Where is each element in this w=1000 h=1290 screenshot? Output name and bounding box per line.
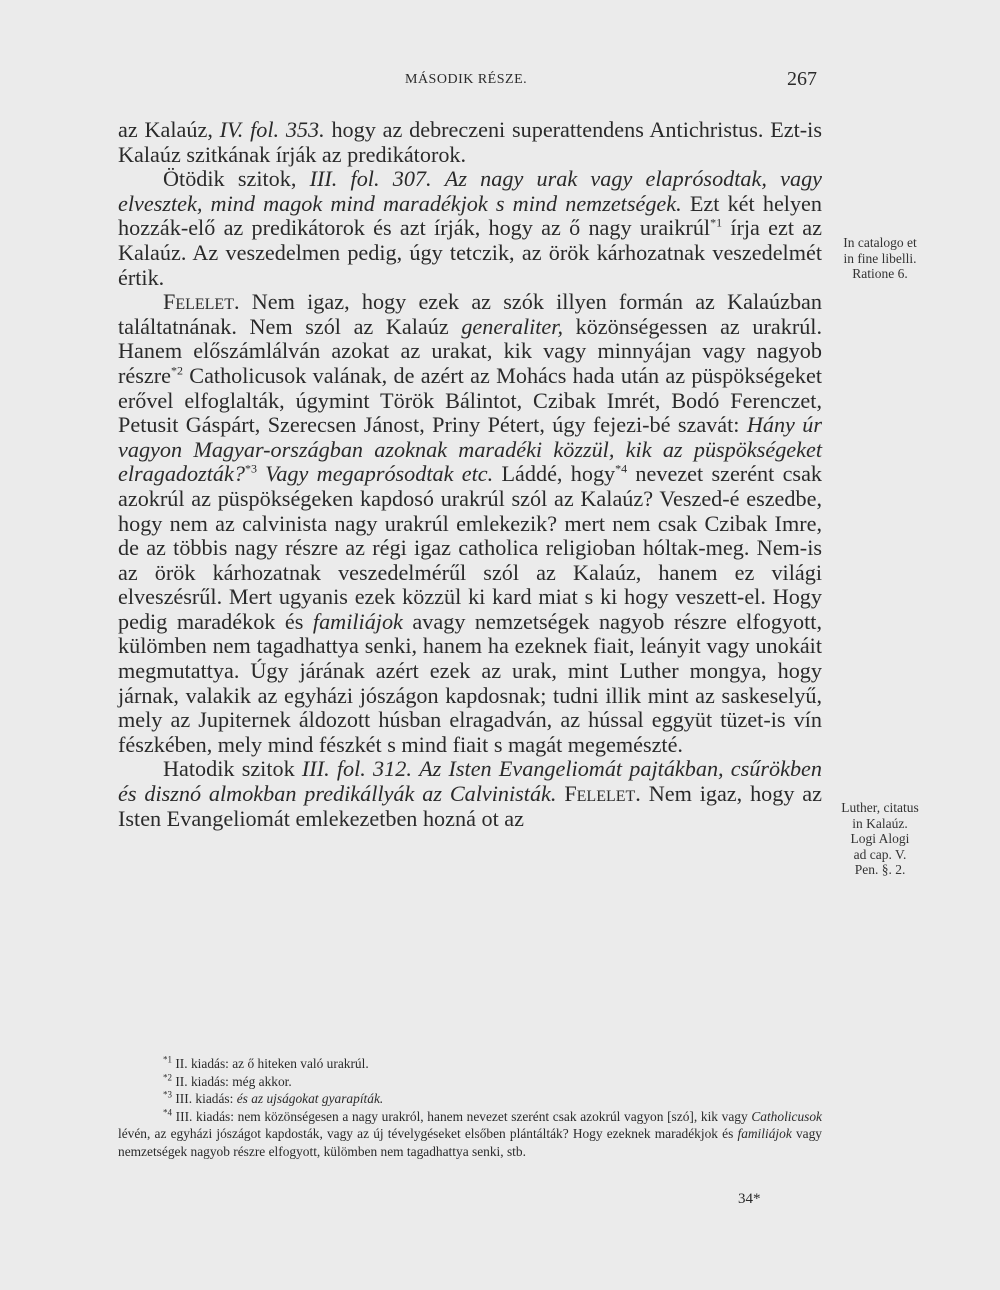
paragraph-1: az Kalaúz, IV. fol. 353. hogy az debreczeni superattendens Antichristus. Ezt-is Kalaúz szitkának írják az predikátorok.	[118, 117, 822, 167]
margin-note-catalogo: In catalogo et in fine libelli. Ratione 6.	[843, 235, 917, 281]
quotation: Az nagy urak vagy elaprósodtak, vagy elvesztek, mind magok mind maradékjok s mind nemzetségek.	[118, 166, 823, 216]
quotation: Hány úr vagyon Magyar-országban azoknak maradéki közzül, kik az püspökségeket elragadozták?	[118, 412, 822, 487]
citation: III. fol. 312.	[301, 756, 412, 782]
footnote-2: $^{*2}$ II. kiadás: még akkor.	[163, 1072, 292, 1089]
footnote-ref: *4	[615, 461, 628, 476]
footnote-ref: *2	[170, 363, 183, 378]
felelet-label: Felelet.	[564, 781, 641, 807]
running-title: MÁSODIK RÉSZE.	[405, 72, 528, 87]
paragraph-3: Felelet. Nem igaz, hogy ezek az szók illyen formán az Kalaúzban találtatnának. Nem szól az Kalaúz generaliter, közönségessen az urakrúl. Hanem előszámlálván azokat az urakat, kik vagy minnyájan vagy nagyob részre$^{*2}$ Catholicusok valának, de azért az Mohács hada után az püspökségeket erővel elfoglalták, úgymint Török Bálintot, Czibak Imrét, Bodó Ferenczet, Petusit Gáspárt, Szerecsen Jánost, Priny Pétert, úgy fejezi-bé szavát: Hány úr vagyon Magyar-országban azoknak maradéki közzül, kik az püspökségeket elragadozták?$^{*3}$ Vagy megaprósodtak etc. Láddé, hogy$^{*4}$ nevezet szerént csak azokrúl az püspökségeken kapdosó urakrúl szól az Kalaúz? Veszed-é eszedbe, hogy nem az calvinista nagy urakrúl emlekezik? mert nem csak Czibak Imre, de az többis nagy részre az régi igaz catholica religioban hóltak-meg. Nem-is az örök kárhozatnak veszedelmérűl szól az Kalaúz, hanem ez világi elveszésrűl. Mert ugyanis ezek közzül ki kard miat s ki hogy veszett-el. Hogy pedig maradékok és familiájok avagy nemzetségek nagyob részre elfogyott, külömben nem tagadhattya senki, hanem ha ezeknek fiait, leányit vagy unokáit megmutattya. Úgy járának azért ezek az urak, mint Luther mongya, hogy járnak, valakik az egyházi jószágon kapdosnak; tudni illik mint az saskeselyű, mely az Jupiternek áldozott húsban elragadván, az hússal eggyüt tüzet-is vín fészkében, mely mind fészkét s mind fiait s magát megemészté.	[118, 289, 823, 757]
citation: III. fol. 307.	[309, 166, 432, 192]
footnote-4: $^{*4}$ III. kiadás: nem közönségesen a nagy urakról, hanem nevezet szerént csak azokrúl vagyon [szó], kik vagy Catholicusok lévén, az egyházi jószágot kapdosták, vagy az új tévelygéseket elsőben plántálták? Hogy ezeknek maradékjok és familiájok vagy nemzetségek nagyob részre elfogyott, külömben nem tagadhattya senki, stb.	[118, 1107, 822, 1159]
footnotes	[118, 1055, 822, 1161]
page-number: 267	[787, 68, 817, 90]
footnote-ref: *3	[244, 461, 257, 476]
margin-note-luther: Luther, citatus in Kalaúz. Logi Alogi ad cap. V. Pen. §. 2.	[841, 800, 919, 877]
footnote-ref: *1	[710, 215, 723, 230]
citation: IV. fol. 353.	[219, 117, 325, 142]
running-head	[0, 68, 1000, 98]
paragraph-4: Hatodik szitok III. fol. 312. Az Isten Evangeliomát pajtákban, csűrökben és disznó almokban predikállyák az Calvinisták. Felelet. Nem igaz, hogy az Isten Evangeliomát emlekezetben hozná ot az	[118, 756, 823, 831]
footnote-3: $^{*3}$ III. kiadás: és az ujságokat gyarapíták.	[163, 1089, 384, 1107]
felelet-label: Felelet.	[163, 289, 240, 315]
footnote-1: $^{*1}$ II. kiadás: az ő hiteken való urakrúl.	[163, 1054, 369, 1071]
quotation: Az Isten Evangeliomát pajtákban, csűrökben és disznó almokban predikállyák az Calvinisták.	[118, 756, 822, 807]
signature-mark: 34*	[738, 1191, 761, 1207]
paragraph-2: Ötödik szitok, III. fol. 307. Az nagy urak vagy elaprósodtak, vagy elvesztek, mind magok mind maradékjok s mind nemzetségek. Ezt két helyen hozzák-elő az predikátorok és azt írják, hogy az ő nagy uraikrúl$^{*1}$ írja ezt az Kalaúz. Az veszedelmen pedig, úgy tetczik, az örök kárhozatnak veszedelmét értik.	[118, 166, 823, 290]
body-text	[118, 118, 822, 831]
